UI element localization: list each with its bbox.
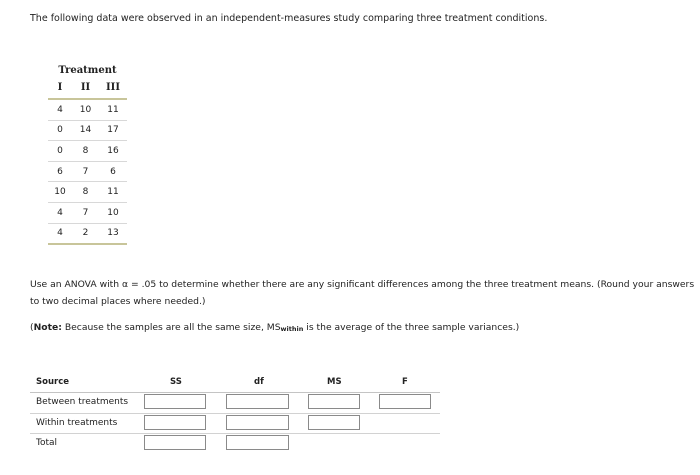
cell-treatment-2: 7	[82, 207, 89, 218]
table-row	[48, 140, 127, 161]
within-ms-input[interactable]	[308, 415, 360, 430]
note-text-before: Because the samples are all the same size, MS	[64, 322, 281, 333]
within-ss-input[interactable]	[144, 415, 206, 430]
cell-treatment-1: 0	[57, 125, 63, 136]
cell-treatment-2: 14	[79, 125, 92, 136]
intro-text: The following data were observed in an independent-measures study comparing three treatment conditions.	[30, 13, 548, 24]
between-df-input[interactable]	[226, 394, 289, 409]
table-row	[48, 202, 127, 223]
ms-header: MS	[327, 377, 342, 387]
treatment-column-headers	[48, 79, 127, 96]
column-header-1: I	[57, 82, 63, 93]
between-treatments-label: Between treatments	[36, 397, 129, 407]
total-df-input[interactable]	[226, 435, 289, 450]
cell-treatment-1: 4	[57, 207, 63, 218]
cell-treatment-2: 8	[82, 187, 89, 198]
anova-row-within	[30, 414, 440, 435]
treatment-header: Treatment	[58, 65, 117, 76]
anova-table	[30, 374, 440, 454]
cell-treatment-2: 10	[79, 104, 92, 115]
column-header-3: III	[105, 82, 121, 93]
instructions-text: Use an ANOVA with α = .05 to determine whether there are any significant differences among the three treatment means. (Round your answers to two decimal places where needed.)	[30, 279, 695, 307]
cell-treatment-3: 11	[107, 104, 119, 115]
df-header: df	[254, 377, 264, 387]
cell-treatment-3: 6	[110, 166, 116, 177]
anova-header-row	[30, 374, 440, 393]
within-treatments-label: Within treatments	[36, 417, 118, 428]
cell-treatment-1: 4	[57, 228, 63, 239]
table-row	[48, 181, 127, 202]
treatment-data-table	[48, 63, 127, 245]
within-df-input[interactable]	[226, 415, 289, 430]
table-row	[48, 161, 127, 182]
f-header: F	[402, 377, 408, 387]
ss-header: SS	[170, 377, 182, 387]
table-row	[48, 223, 127, 244]
column-header-2: II	[80, 82, 91, 93]
note-label: Note:	[33, 322, 62, 333]
source-header: Source	[36, 377, 70, 387]
table-bottom-rule	[48, 243, 127, 245]
note-text-after: is the average of the three sample variances.)	[303, 322, 520, 333]
cell-treatment-3: 10	[107, 207, 119, 218]
total-ss-input[interactable]	[144, 435, 206, 450]
anova-row-total	[30, 434, 440, 454]
cell-treatment-1: 6	[57, 166, 63, 177]
table-row	[48, 100, 127, 120]
table-row	[48, 120, 127, 141]
cell-treatment-3: 13	[107, 228, 119, 239]
cell-treatment-2: 7	[82, 166, 89, 177]
between-ms-input[interactable]	[308, 394, 360, 409]
f-ratio-input[interactable]	[379, 394, 431, 409]
cell-treatment-1: 10	[54, 187, 66, 198]
cell-treatment-2: 2	[82, 228, 89, 239]
cell-treatment-1: 0	[57, 145, 63, 156]
between-ss-input[interactable]	[144, 394, 206, 409]
note-text: (Note: Because the samples are all the same size, $MS_{within}$ is the average of the three sample variances.)	[30, 322, 520, 333]
ms-subscript: within	[280, 325, 304, 333]
cell-treatment-3: 17	[107, 125, 119, 136]
cell-treatment-3: 16	[107, 145, 119, 156]
cell-treatment-3: 11	[107, 187, 119, 198]
cell-treatment-1: 4	[57, 104, 63, 115]
cell-treatment-2: 8	[82, 145, 89, 156]
anova-row-between	[30, 393, 440, 414]
total-label: Total	[36, 438, 58, 448]
